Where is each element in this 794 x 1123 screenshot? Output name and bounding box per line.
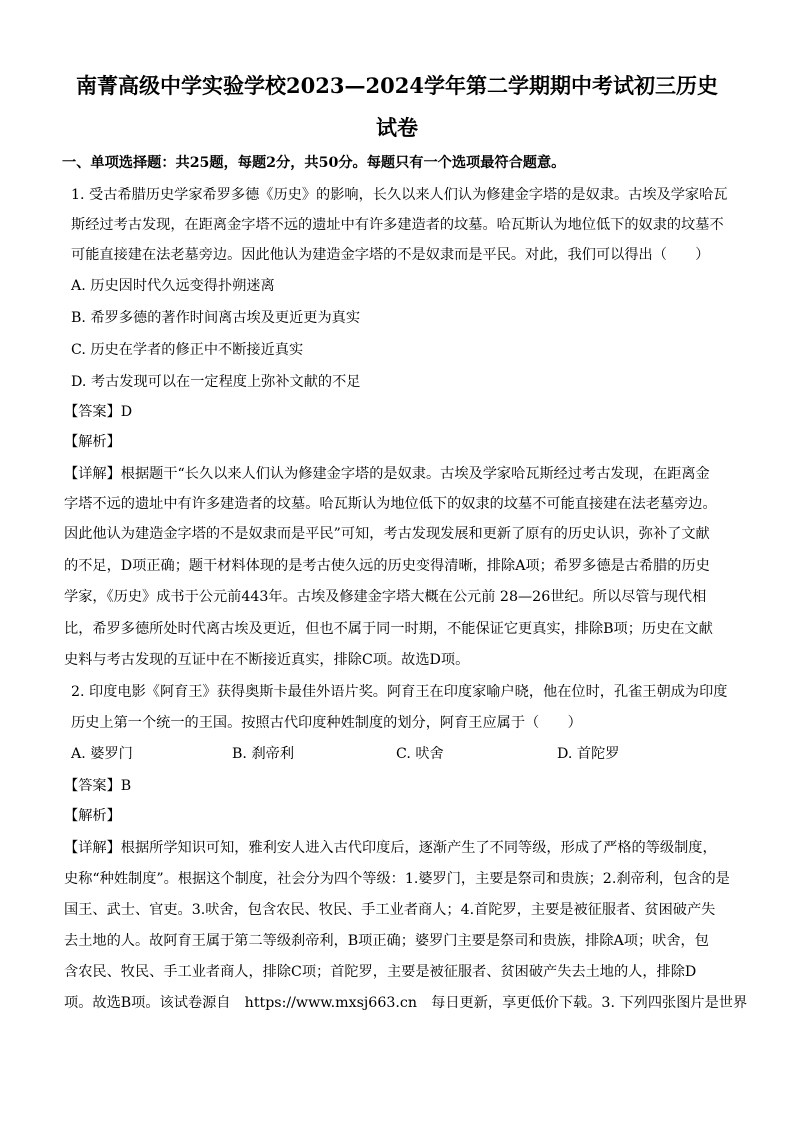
q2-answer: 【答案】B [64, 778, 132, 794]
q2-option-b: B. 刹帝利 [232, 746, 295, 762]
q2-option-a: A. 婆罗门 [71, 746, 133, 762]
section-heading: 一、单项选择题：共25题，每题2分，共50分。每题只有一个选项最符合题意。 [62, 155, 566, 171]
q1-option-d: D. 考古发现可以在一定程度上弥补文献的不足 [71, 374, 361, 390]
q2-detail-line: 项。故选B项。该试卷源自 https://www.mxsj663.cn 每日更新，享更低价下载。3. 下列四张图片是世界 [64, 995, 748, 1011]
q1-option-b: B. 希罗多德的著作时间离古埃及更近更为真实 [71, 310, 361, 326]
q1-detail-line: 的不足，D项正确；题干材料体现的是考古使久远的历史变得清晰，排除A项；希罗多德是古希腊的历史 [64, 558, 710, 574]
q1-option-a: A. 历史因时代久远变得扑朔迷离 [71, 278, 275, 294]
q2-analysis-label: 【解析】 [64, 808, 121, 824]
q1-detail-line: 字塔不远的遗址中有许多建造者的坟墓。哈瓦斯认为地位低下的奴隶的坟墓不可能直接建在法老墓旁边。 [64, 496, 717, 512]
q2-option-d: D. 首陀罗 [557, 746, 620, 762]
q1-detail-line: 因此他认为建造金字塔的不是奴隶而是平民”可知，考古发现发展和更新了原有的历史认识，弥补了文献 [64, 526, 710, 542]
q2-detail-line: 史称“种姓制度”。根据这个制度，社会分为四个等级：1.婆罗门，主要是祭司和贵族；2.刹帝利，包含的是 [64, 871, 730, 887]
q1-detail-line: 史料与考古发现的互证中在不断接近真实，排除C项。故选D项。 [64, 652, 470, 668]
q1-stem-line: 可能直接建在法老墓旁边。因此他认为建造金字塔的不是奴隶而是平民。对此，我们可以得出（ ） [71, 247, 710, 263]
q2-detail-line: 去土地的人。故阿育王属于第二等级刹帝利，B项正确；婆罗门主要是祭司和贵族，排除A项；吠舍，包 [64, 933, 709, 949]
q1-stem-line: 斯经过考古发现，在距离金字塔不远的遗址中有许多建造者的坟墓。哈瓦斯认为地位低下的奴隶的坟墓不 [71, 217, 724, 233]
q1-option-c: C. 历史在学者的修正中不断接近真实 [71, 342, 304, 358]
q2-option-c: C. 吠舍 [396, 746, 444, 762]
q2-detail-line: 国王、武士、官吏。3.吠舍，包含农民、牧民、手工业者商人；4.首陀罗，主要是被征服者、贫困破产失 [64, 902, 716, 918]
document-title-line-2: 试卷 [376, 115, 418, 140]
q2-detail-line: 含农民、牧民、手工业者商人，排除C项；首陀罗，主要是被征服者、贫困破产失去土地的人，排除D [64, 964, 697, 980]
q1-analysis-label: 【解析】 [64, 434, 121, 450]
q1-detail-line: 比，希罗多德所处时代离古埃及更近，但也不属于同一时期，不能保证它更真实，排除B项；历史在文献 [64, 621, 713, 637]
document-title-line-1: 南菁高级中学实验学校2023—2024学年第二学期期中考试初三历史 [76, 73, 718, 98]
q2-detail-line: 【详解】根据所学知识可知，雅利安人进入古代印度后，逐渐产生了不同等级，形成了严格的等级制度， [64, 840, 717, 856]
q1-detail-line: 学家，《历史》成书于公元前443年。古埃及修建金字塔大概在公元前 28—26世纪。所以尽管与现代相 [64, 589, 707, 605]
q1-detail-line: 【详解】根据题干“长久以来人们认为修建金字塔的是奴隶。古埃及学家哈瓦斯经过考古发现，在距离金 [64, 466, 710, 482]
q1-stem-line: 1. 受古希腊历史学家希罗多德《历史》的影响，长久以来人们认为修建金字塔的是奴隶。古埃及学家哈瓦 [71, 187, 728, 203]
q1-answer: 【答案】D [64, 404, 133, 420]
q2-stem-line: 历史上第一个统一的王国。按照古代印度种姓制度的划分，阿育王应属于（ ） [71, 715, 582, 731]
q2-stem-line: 2. 印度电影《阿育王》获得奥斯卡最佳外语片奖。阿育王在印度家喻户晓，他在位时，孔雀王朝成为印度 [71, 684, 728, 700]
